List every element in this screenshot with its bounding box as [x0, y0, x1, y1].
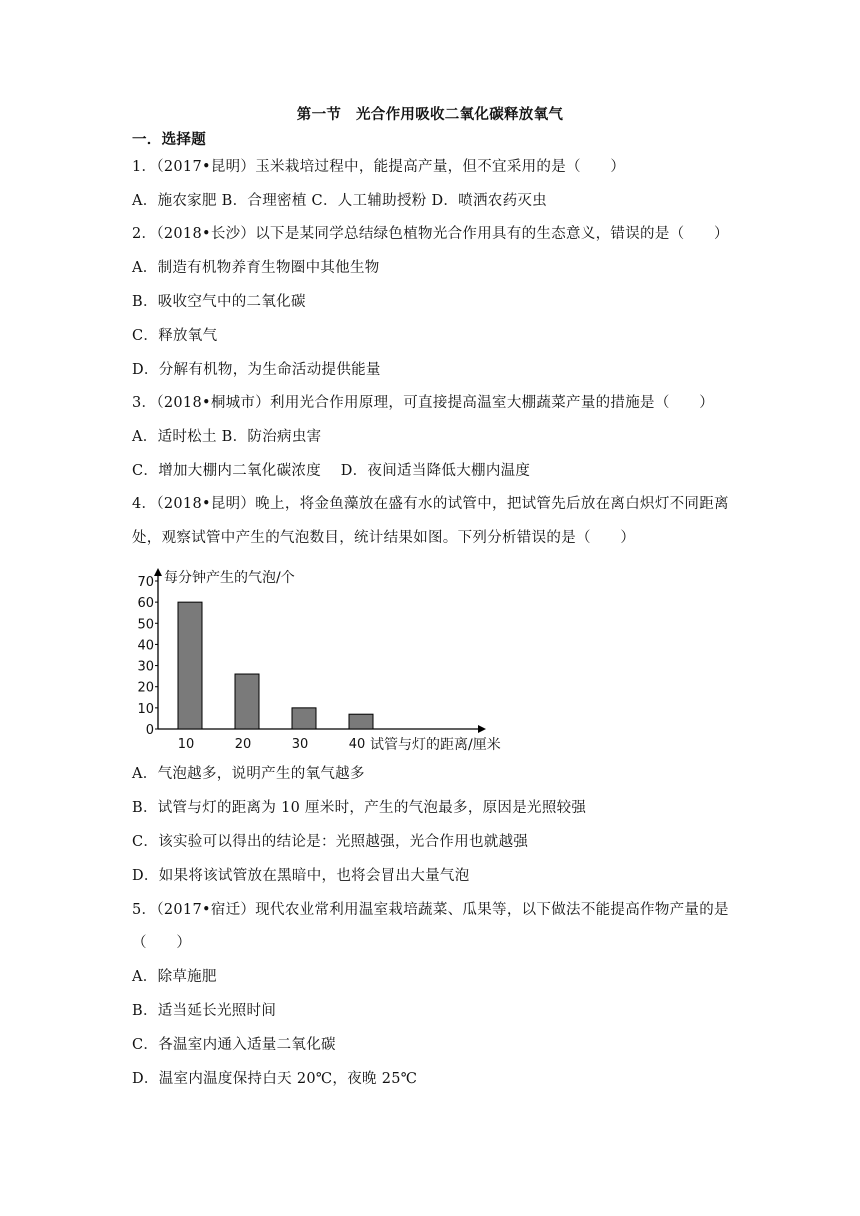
question-5-option-b: B．适当延长光照时间 — [132, 1003, 277, 1019]
question-4-option-c: C．该实验可以得出的结论是：光照越强，光合作用也就越强 — [132, 834, 529, 850]
question-4-option-b: B．试管与灯的距离为 10 厘米时，产生的气泡最多，原因是光照较强 — [132, 800, 587, 816]
question-4-option-a: A．气泡越多，说明产生的氧气越多 — [132, 766, 365, 782]
y-tick-label: 60 — [137, 596, 154, 612]
question-1-options: A．施农家肥 B．合理密植 C．人工辅助授粉 D．喷洒农药灭虫 — [132, 193, 547, 209]
question-2-option-b: B．吸收空气中的二氧化碳 — [132, 294, 306, 310]
question-5-stem-line-1: 5．（2017•宿迁）现代农业常利用温室栽培蔬菜、瓜果等，以下做法不能提高作物产量的是 — [132, 902, 729, 918]
question-3-options-cd: C．增加大棚内二氧化碳浓度 D．夜间适当降低大棚内温度 — [132, 463, 531, 479]
x-axis-title: 试管与灯的距离/厘米 — [370, 737, 501, 753]
question-3-stem: 3．（2018•桐城市）利用光合作用原理，可直接提高温室大棚蔬菜产量的措施是（ ） — [132, 395, 715, 411]
y-axis-title: 每分钟产生的气泡/个 — [164, 570, 295, 586]
question-5-option-c: C．各温室内通入适量二氧化碳 — [132, 1037, 336, 1053]
page-title: 第一节 光合作用吸收二氧化碳释放氧气 — [296, 106, 564, 123]
bar — [349, 714, 373, 729]
y-tick-label: 10 — [137, 701, 154, 717]
bar — [178, 602, 202, 729]
bubble-bar-chart — [130, 560, 510, 760]
y-tick-label: 70 — [137, 575, 154, 590]
y-axis-arrow — [154, 568, 162, 576]
y-tick-label: 0 — [145, 723, 154, 738]
x-tick-label: 40 — [348, 737, 366, 752]
x-tick-label: 30 — [291, 737, 309, 752]
question-5-stem-line-2: （ ） — [132, 935, 192, 951]
question-2-option-a: A．制造有机物养育生物圈中其他生物 — [132, 260, 380, 276]
y-tick-label: 20 — [137, 680, 154, 696]
question-5-option-d: D．温室内温度保持白天 20℃，夜晚 25℃ — [132, 1071, 418, 1087]
x-tick-label: 10 — [177, 737, 195, 752]
y-tick-label: 40 — [137, 638, 154, 654]
question-4-stem-line-2: 处，观察试管中产生的气泡数目，统计结果如图。下列分析错误的是（ ） — [132, 530, 636, 546]
bar — [292, 708, 316, 729]
question-3-options-ab: A．适时松土 B．防治病虫害 — [132, 429, 322, 445]
question-4-stem-line-1: 4．（2018•昆明）晚上，将金鱼藻放在盛有水的试管中，把试管先后放在离白炽灯不同距离 — [132, 496, 729, 512]
question-4-option-d: D．如果将该试管放在黑暗中，也将会冒出大量气泡 — [132, 868, 470, 884]
question-2-option-d: D．分解有机物，为生命活动提供能量 — [132, 362, 381, 378]
y-tick-label: 50 — [137, 617, 154, 633]
question-5-option-a: A．除草施肥 — [132, 969, 217, 985]
x-tick-label: 20 — [234, 737, 252, 752]
question-2-stem: 2．（2018•长沙）以下是某同学总结绿色植物光合作用具有的生态意义，错误的是（ ） — [132, 226, 729, 242]
y-tick-label: 30 — [137, 659, 154, 675]
section-heading: 一．选择题 — [132, 131, 206, 148]
question-1-stem: 1．（2017•昆明）玉米栽培过程中，能提高产量，但不宜采用的是（ ） — [132, 159, 626, 175]
bar — [235, 674, 259, 729]
question-2-option-c: C．释放氧气 — [132, 328, 218, 344]
x-axis-arrow — [478, 725, 486, 733]
